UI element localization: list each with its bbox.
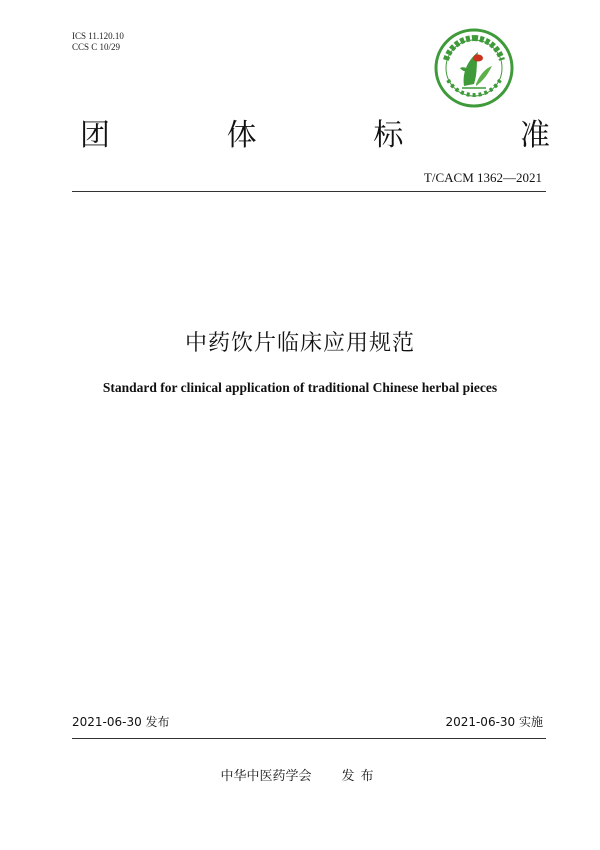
cacm-logo-icon	[434, 28, 514, 108]
standard-type-char: 准	[519, 118, 550, 153]
issuer-name: 中华中医药学会	[220, 769, 312, 784]
ics-code: ICS 11.120.10	[72, 31, 124, 41]
standard-number: T/CACM 1362—2021	[423, 170, 542, 185]
title-english: Standard for clinical application of traditional Chinese herbal pieces	[102, 380, 498, 395]
standard-type-heading	[80, 112, 550, 152]
publish-date: 2021-06-30 发布	[72, 715, 170, 729]
title-chinese: 中药饮片临床应用规范	[184, 331, 415, 356]
implement-date: 2021-06-30 实施	[445, 715, 543, 729]
ccs-code: CCS C 10/29	[72, 42, 121, 52]
issuer-action: 发布	[341, 769, 380, 784]
top-divider	[72, 191, 546, 192]
issuer-line	[0, 765, 600, 784]
bottom-divider	[72, 738, 546, 739]
classification-codes	[72, 31, 124, 53]
standard-type-char: 团	[80, 118, 110, 153]
standard-type-char: 标	[373, 118, 404, 153]
standard-type-char: 体	[226, 118, 257, 153]
